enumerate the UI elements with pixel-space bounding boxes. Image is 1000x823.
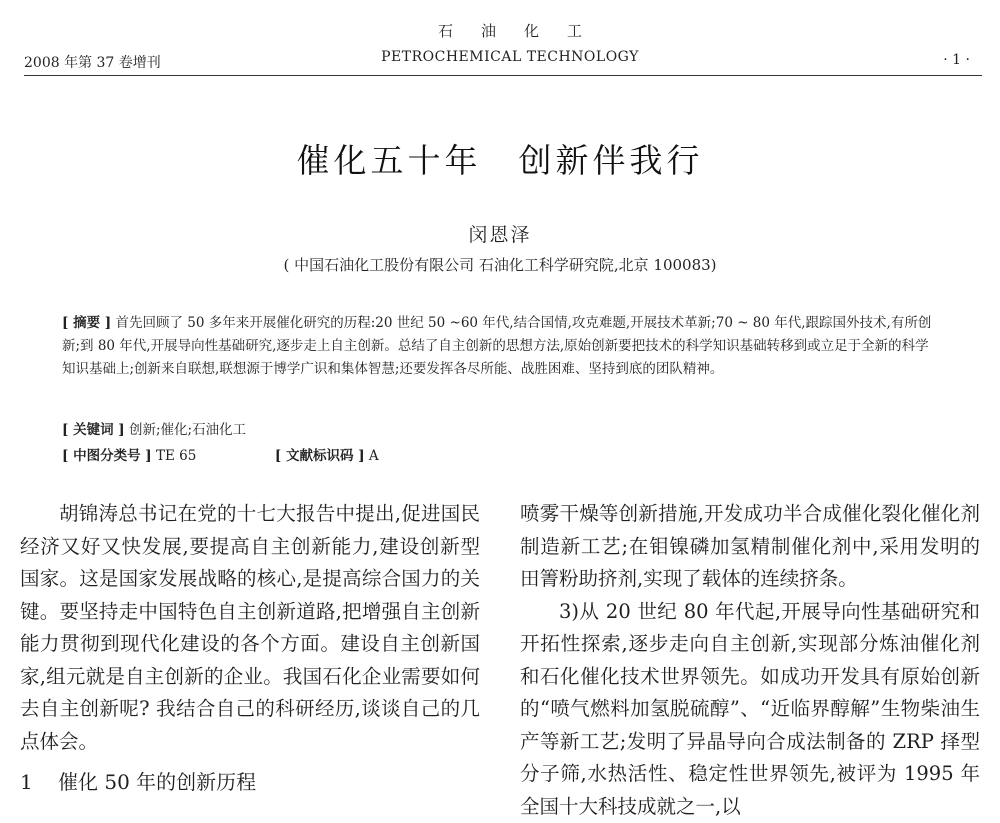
section-title: 催化 50 年的创新历程 [58,770,256,794]
body-column-left [20,498,480,758]
keywords-text: 创新;催化;石油化工 [129,422,246,438]
article-title: 催化五十年 创新伴我行 [0,135,1000,182]
doc-code-value: A [369,448,379,464]
author-name: 闵恩泽 [0,220,1000,247]
author-affiliation: ( 中国石油化工股份有限公司 石油化工科学研究院,北京 100083) [0,254,1000,275]
section-number: 1 [20,770,58,794]
abstract-text: 首先回顾了 50 多年来开展催化研究的历程:20 世纪 50 ~60 年代,结合国情,攻克难题,开展技术革新;70 ~ 80 年代,跟踪国外技术,有所创新;到 80 年代,开展导向性基础研究,逐步走上自主创新。总结了自主创新的思想方法,原始创新要把技术的科学知识基础转移到或立足于全新的科学知识基础上;创新来自联想,联想源于博学广识和集体智慧;还要发挥各尽所能、战胜困难、坚持到底的团队精神。 [62,315,931,377]
page-number: · 1 · [943,52,970,68]
body-column-right [520,498,980,823]
journal-title-en: PETROCHEMICAL TECHNOLOGY [340,49,680,65]
keywords-label: [ 关键词 ] [62,422,125,438]
header-divider [24,75,982,76]
journal-header [340,20,680,65]
issue-info: 2008 年第 37 卷增刊 [24,52,161,72]
body-paragraph-continued: 喷雾干燥等创新措施,开发成功半合成催化裂化催化剂制造新工艺;在钼镍磷加氢精制催化剂中,采用发明的田箐粉助挤剂,实现了载体的连续挤条。 [520,498,980,596]
abstract-label: [ 摘要 ] [62,315,111,331]
section-heading [20,766,256,795]
abstract [62,312,942,381]
classification-line [62,444,379,464]
journal-title-cn: 石油化工 [340,20,680,41]
doc-code-label: [ 文献标识码 ] [275,448,365,464]
intro-paragraph: 胡锦涛总书记在党的十七大报告中提出,促进国民经济又好又快发展,要提高自主创新能力,建设创新型国家。这是国家发展战略的核心,是提高综合国力的关键。要坚持走中国特色自主创新道路,把增强自主创新能力贯彻到现代化建设的各个方面。建设自主创新国家,组元就是自主创新的企业。我国石化企业需要如何去自主创新呢? 我结合自己的科研经历,谈谈自己的几点体会。 [20,498,480,758]
keywords [62,418,246,438]
body-paragraph-3: 3)从 20 世纪 80 年代起,开展导向性基础研究和开拓性探索,逐步走向自主创新,实现部分炼油催化剂和石化催化技术世界领先。如成功开发具有原始创新的“喷气燃料加氢脱硫醇”、“近临界醇解”生物柴油生产等新工艺;发明了异晶导向合成法制备的 ZRP 择型分子筛,水热活性、稳定性世界领先,被评为 1995 年全国十大科技成就之一,以 [520,596,980,823]
clc-label: [ 中图分类号 ] [62,448,152,464]
clc-value: TE 65 [156,448,196,464]
